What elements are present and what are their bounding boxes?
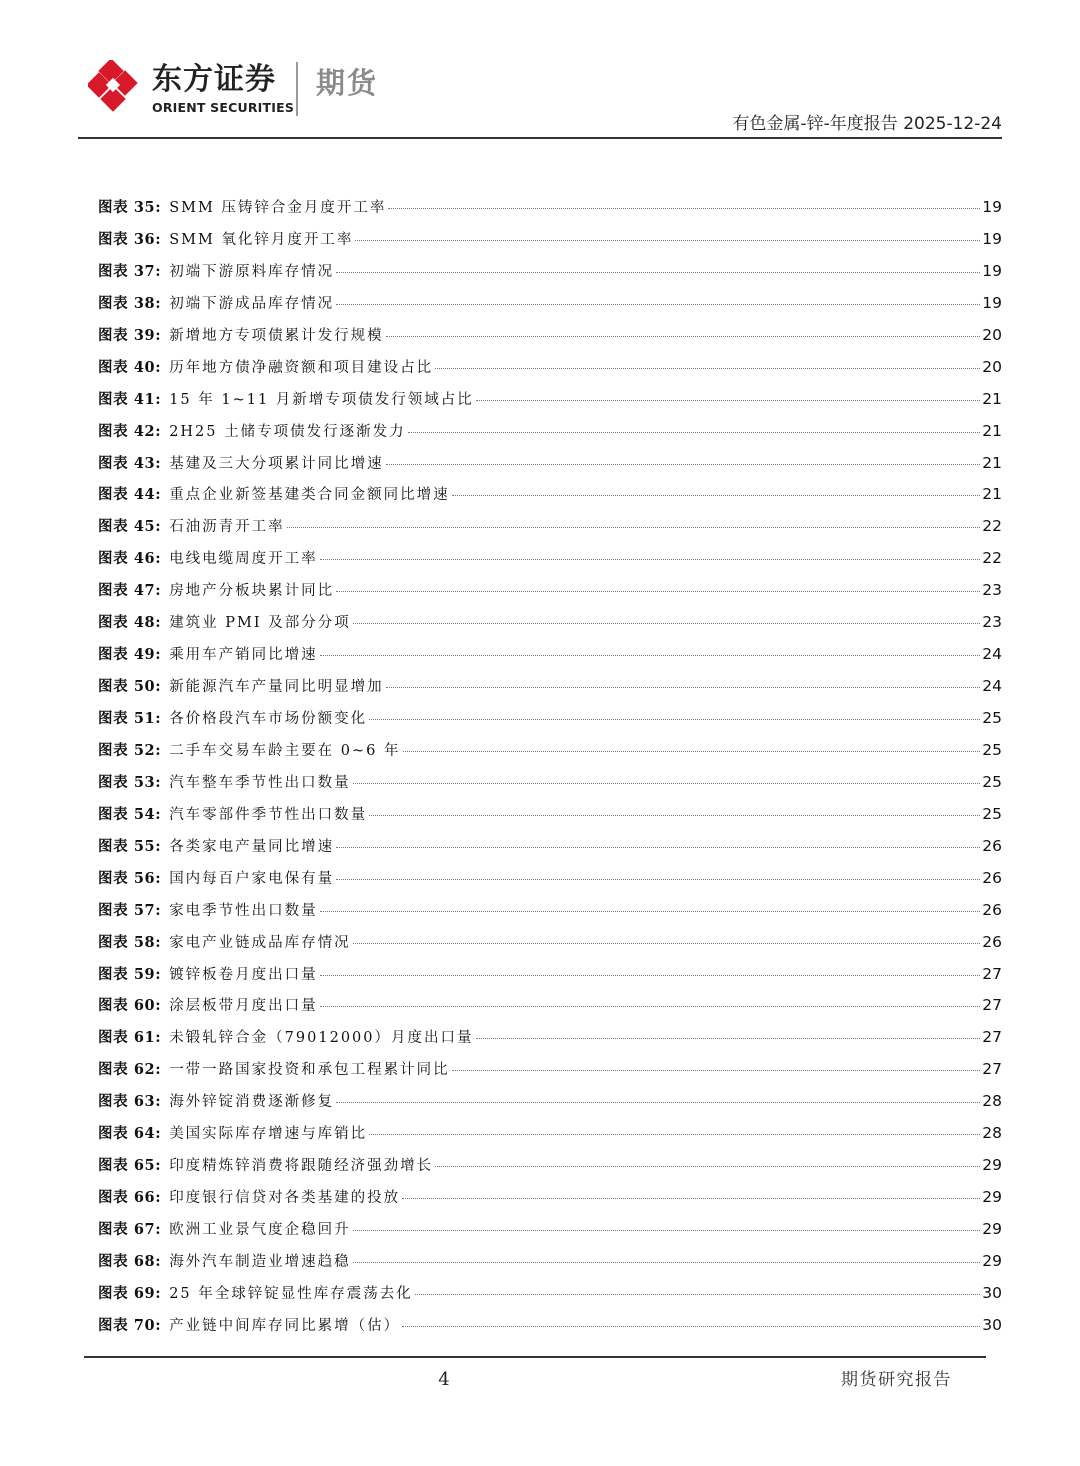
- toc-item-title: 房地产分板块累计同比: [169, 583, 335, 600]
- toc-item-label: 图表 39:: [98, 326, 162, 344]
- toc-item-label: 图表 69:: [98, 1284, 162, 1302]
- toc-dot-leader: [386, 686, 981, 688]
- toc-item[interactable]: [98, 288, 1002, 320]
- toc-item-label: 图表 51:: [98, 710, 162, 727]
- brand-name-chinese: 东方证券: [152, 62, 276, 97]
- toc-item-label: 图表 47:: [98, 582, 162, 600]
- toc-item-page: 29: [982, 1156, 1002, 1175]
- toc-item-page: 21: [982, 485, 1002, 504]
- toc-dot-leader: [402, 1197, 980, 1199]
- toc-item[interactable]: [98, 831, 1002, 863]
- toc-item-title: 乘用车产销同比增速: [169, 647, 318, 664]
- toc-item-title: 建筑业 PMI 及部分分项: [169, 615, 351, 632]
- toc-item-label: 图表 40:: [98, 358, 162, 376]
- toc-dot-leader: [320, 654, 981, 656]
- toc-dot-leader: [320, 558, 981, 560]
- toc-item-label: 图表 62:: [98, 1061, 162, 1079]
- toc-item-label: 图表 57:: [98, 901, 162, 919]
- toc-item-title: 各类家电产量同比增速: [169, 838, 335, 855]
- toc-dot-leader: [336, 590, 980, 592]
- toc-item-page: 21: [982, 389, 1002, 408]
- toc-item-page: 27: [982, 996, 1002, 1015]
- toc-dot-leader: [320, 974, 981, 976]
- toc-item[interactable]: [98, 448, 1002, 480]
- toc-item[interactable]: [98, 1022, 1002, 1054]
- business-unit-label: 期货: [316, 66, 379, 100]
- toc-item[interactable]: [98, 320, 1002, 352]
- toc-item-label: 图表 41:: [98, 390, 162, 408]
- toc-item-page: 25: [982, 740, 1002, 759]
- toc-item-page: 25: [982, 804, 1002, 823]
- toc-dot-leader: [386, 335, 981, 337]
- toc-item-page: 23: [982, 613, 1002, 632]
- toc-item-label: 图表 53:: [98, 773, 162, 791]
- toc-item-label: 图表 49:: [98, 646, 162, 664]
- report-title: 有色金属-锌-年度报告 2025-12-24: [732, 114, 1002, 134]
- toc-dot-leader: [369, 718, 980, 720]
- toc-item-title: 初端下游原料库存情况: [169, 263, 335, 280]
- toc-item[interactable]: [98, 1214, 1002, 1246]
- header-divider: [78, 137, 1002, 139]
- toc-item-title: 初端下游成品库存情况: [169, 295, 335, 312]
- toc-dot-leader: [353, 622, 981, 624]
- toc-item-title: 各价格段汽车市场份额变化: [169, 711, 368, 727]
- toc-item[interactable]: [98, 256, 1002, 288]
- toc-item-title: 一带一路国家投资和承包工程累计同比: [169, 1062, 450, 1079]
- toc-dot-leader: [336, 303, 980, 305]
- toc-dot-leader: [336, 1101, 980, 1103]
- toc-item-page: 19: [982, 293, 1002, 312]
- toc-dot-leader: [452, 494, 981, 496]
- toc-item-label: 图表 59:: [98, 965, 162, 983]
- toc-item-title: 美国实际库存增速与库销比: [169, 1126, 368, 1143]
- toc-item-title: 镀锌板卷月度出口量: [169, 966, 318, 983]
- toc-item-title: 家电季节性出口数量: [169, 902, 318, 919]
- toc-dot-leader: [415, 1293, 981, 1295]
- toc-item[interactable]: [98, 192, 1002, 224]
- toc-item[interactable]: [98, 1278, 1002, 1310]
- toc-item-label: 图表 54:: [98, 805, 162, 823]
- toc-item-title: 未锻轧锌合金（79012000）月度出口量: [169, 1030, 474, 1047]
- toc-item-label: 图表 48:: [98, 614, 162, 632]
- toc-item-label: 图表 36:: [98, 230, 162, 248]
- toc-item-page: 27: [982, 964, 1002, 983]
- toc-item-title: 国内每百户家电保有量: [169, 870, 335, 887]
- toc-item[interactable]: [98, 1086, 1002, 1118]
- toc-item[interactable]: [98, 575, 1002, 607]
- toc-item[interactable]: [98, 959, 1002, 991]
- toc-dot-leader: [320, 1005, 981, 1007]
- toc-item-page: 20: [982, 325, 1002, 344]
- toc-item-label: 图表 38:: [98, 294, 162, 312]
- toc-item[interactable]: [98, 1054, 1002, 1086]
- toc-item[interactable]: [98, 799, 1002, 831]
- toc-item-title: 二手车交易车龄主要在 0~6 年: [169, 742, 401, 759]
- toc-item-page: 24: [982, 645, 1002, 664]
- toc-item-page: 24: [982, 677, 1002, 696]
- toc-item-page: 26: [982, 868, 1002, 887]
- toc-dot-leader: [408, 431, 981, 433]
- toc-item[interactable]: [98, 639, 1002, 671]
- toc-item[interactable]: [98, 511, 1002, 543]
- toc-item[interactable]: [98, 224, 1002, 256]
- toc-item-page: 19: [982, 261, 1002, 280]
- toc-item-label: 图表 43:: [98, 454, 162, 472]
- page-header: [0, 0, 1080, 140]
- toc-item-page: 23: [982, 581, 1002, 600]
- toc-item-page: 30: [982, 1283, 1002, 1302]
- toc-dot-leader: [386, 463, 981, 465]
- toc-item-title: 电线电缆周度开工率: [169, 551, 318, 568]
- toc-item-title: 欧洲工业景气度企稳回升: [169, 1222, 351, 1238]
- toc-dot-leader: [353, 1229, 981, 1231]
- toc-item-title: 涂层板带月度出口量: [169, 998, 318, 1015]
- toc-item-page: 26: [982, 900, 1002, 919]
- toc-item-title: SMM 氧化锌月度开工率: [169, 231, 354, 248]
- toc-item-label: 图表 61:: [98, 1029, 162, 1047]
- toc-item[interactable]: [98, 479, 1002, 511]
- toc-item[interactable]: [98, 1182, 1002, 1214]
- toc-item[interactable]: [98, 863, 1002, 895]
- toc-item-title: 家电产业链成品库存情况: [169, 934, 351, 951]
- brand-name-english: ORIENT SECURITIES: [152, 100, 295, 115]
- toc-item-label: 图表 37:: [98, 262, 162, 280]
- toc-item-page: 25: [982, 709, 1002, 727]
- page-number: 4: [438, 1369, 450, 1390]
- toc-item-title: 新增地方专项债累计发行规模: [169, 327, 384, 344]
- toc-item-title: 产业链中间库存同比累增（估）: [169, 1317, 401, 1334]
- toc-item-label: 图表 67:: [98, 1221, 162, 1238]
- toc-item-label: 图表 35:: [98, 199, 162, 216]
- toc-dot-leader: [452, 1069, 981, 1071]
- toc-dot-leader: [287, 526, 981, 528]
- table-of-figures: [98, 192, 1002, 1342]
- toc-item[interactable]: [98, 1118, 1002, 1150]
- toc-item-label: 图表 52:: [98, 741, 162, 759]
- toc-item-title: 2H25 土储专项债发行逐渐发力: [169, 423, 406, 440]
- toc-item-title: 重点企业新签基建类合同金额同比增速: [169, 487, 450, 504]
- toc-dot-leader: [353, 1261, 981, 1263]
- toc-item-page: 27: [982, 1060, 1002, 1079]
- toc-dot-leader: [336, 846, 980, 848]
- toc-dot-leader: [369, 814, 980, 816]
- toc-item-title: 印度精炼锌消费将跟随经济强劲增长: [169, 1158, 434, 1175]
- toc-item-title: SMM 压铸锌合金月度开工率: [169, 200, 387, 216]
- toc-dot-leader: [403, 750, 981, 752]
- toc-item-page: 19: [982, 198, 1002, 216]
- brand-divider: [296, 62, 298, 116]
- toc-item[interactable]: [98, 990, 1002, 1022]
- toc-item-title: 石油沥青开工率: [169, 519, 285, 536]
- toc-item-title: 基建及三大分项累计同比增速: [169, 455, 384, 472]
- toc-item-label: 图表 56:: [98, 869, 162, 887]
- toc-item-label: 图表 42:: [98, 422, 162, 440]
- toc-item-page: 21: [982, 453, 1002, 472]
- toc-item[interactable]: [98, 607, 1002, 639]
- toc-item-page: 28: [982, 1092, 1002, 1111]
- toc-dot-leader: [353, 782, 981, 784]
- toc-dot-leader: [355, 239, 980, 241]
- toc-dot-leader: [476, 1037, 981, 1039]
- toc-item-page: 29: [982, 1251, 1002, 1270]
- toc-item-page: 28: [982, 1124, 1002, 1143]
- toc-item-label: 图表 70:: [98, 1316, 162, 1334]
- toc-item-title: 历年地方债净融资额和项目建设占比: [169, 359, 434, 376]
- toc-item-label: 图表 60:: [98, 997, 162, 1015]
- toc-item-title: 汽车零部件季节性出口数量: [169, 806, 368, 823]
- toc-item-page: 26: [982, 836, 1002, 855]
- toc-item-label: 图表 58:: [98, 933, 162, 951]
- toc-dot-leader: [435, 1165, 980, 1167]
- toc-item[interactable]: [98, 767, 1002, 799]
- toc-item-label: 图表 66:: [98, 1189, 162, 1207]
- toc-item-label: 图表 68:: [98, 1252, 162, 1270]
- toc-item-page: 22: [982, 549, 1002, 568]
- toc-item-title: 海外汽车制造业增速趋稳: [169, 1253, 351, 1270]
- toc-item-page: 26: [982, 932, 1002, 951]
- toc-item-page: 20: [982, 357, 1002, 376]
- toc-item[interactable]: [98, 927, 1002, 959]
- toc-item[interactable]: [98, 895, 1002, 927]
- toc-item[interactable]: [98, 384, 1002, 416]
- toc-item-page: 30: [982, 1315, 1002, 1334]
- toc-dot-leader: [435, 367, 980, 369]
- toc-item-page: 29: [982, 1220, 1002, 1238]
- toc-item[interactable]: [98, 671, 1002, 703]
- toc-item-label: 图表 46:: [98, 550, 162, 568]
- toc-item[interactable]: [98, 352, 1002, 384]
- toc-item-title: 25 年全球锌锭显性库存震荡去化: [169, 1285, 413, 1302]
- toc-item-page: 25: [982, 772, 1002, 791]
- toc-item-title: 印度银行信贷对各类基建的投放: [169, 1190, 401, 1207]
- toc-item-page: 27: [982, 1028, 1002, 1047]
- toc-dot-leader: [402, 1325, 980, 1327]
- toc-item-label: 图表 65:: [98, 1157, 162, 1175]
- toc-item[interactable]: [98, 1150, 1002, 1182]
- toc-item-title: 汽车整车季节性出口数量: [169, 774, 351, 791]
- toc-item-label: 图表 45:: [98, 518, 162, 536]
- toc-item[interactable]: [98, 703, 1002, 735]
- toc-dot-leader: [336, 878, 980, 880]
- toc-item[interactable]: [98, 1310, 1002, 1342]
- toc-item[interactable]: [98, 1246, 1002, 1278]
- toc-item-title: 新能源汽车产量同比明显增加: [169, 679, 384, 696]
- toc-item-label: 图表 44:: [98, 486, 162, 504]
- toc-dot-leader: [476, 399, 980, 401]
- toc-item-title: 15 年 1~11 月新增专项债发行领域占比: [169, 391, 474, 408]
- toc-dot-leader: [388, 207, 980, 209]
- toc-item-label: 图表 55:: [98, 837, 162, 855]
- toc-dot-leader: [336, 271, 980, 273]
- toc-item-page: 22: [982, 517, 1002, 536]
- toc-item[interactable]: [98, 416, 1002, 448]
- toc-item-label: 图表 50:: [98, 678, 162, 696]
- toc-item-title: 海外锌锭消费逐渐修复: [169, 1094, 335, 1111]
- toc-item-label: 图表 64:: [98, 1125, 162, 1143]
- toc-dot-leader: [353, 942, 981, 944]
- toc-item-page: 19: [982, 229, 1002, 248]
- footer-divider: [84, 1356, 986, 1358]
- toc-item-label: 图表 63:: [98, 1093, 162, 1111]
- toc-dot-leader: [369, 1133, 980, 1135]
- orient-securities-logo-icon: [88, 60, 140, 112]
- footer-label: 期货研究报告: [841, 1370, 952, 1390]
- toc-dot-leader: [320, 910, 981, 912]
- toc-item[interactable]: [98, 735, 1002, 767]
- toc-item[interactable]: [98, 543, 1002, 575]
- toc-item-page: 29: [982, 1188, 1002, 1207]
- toc-item-page: 21: [982, 421, 1002, 440]
